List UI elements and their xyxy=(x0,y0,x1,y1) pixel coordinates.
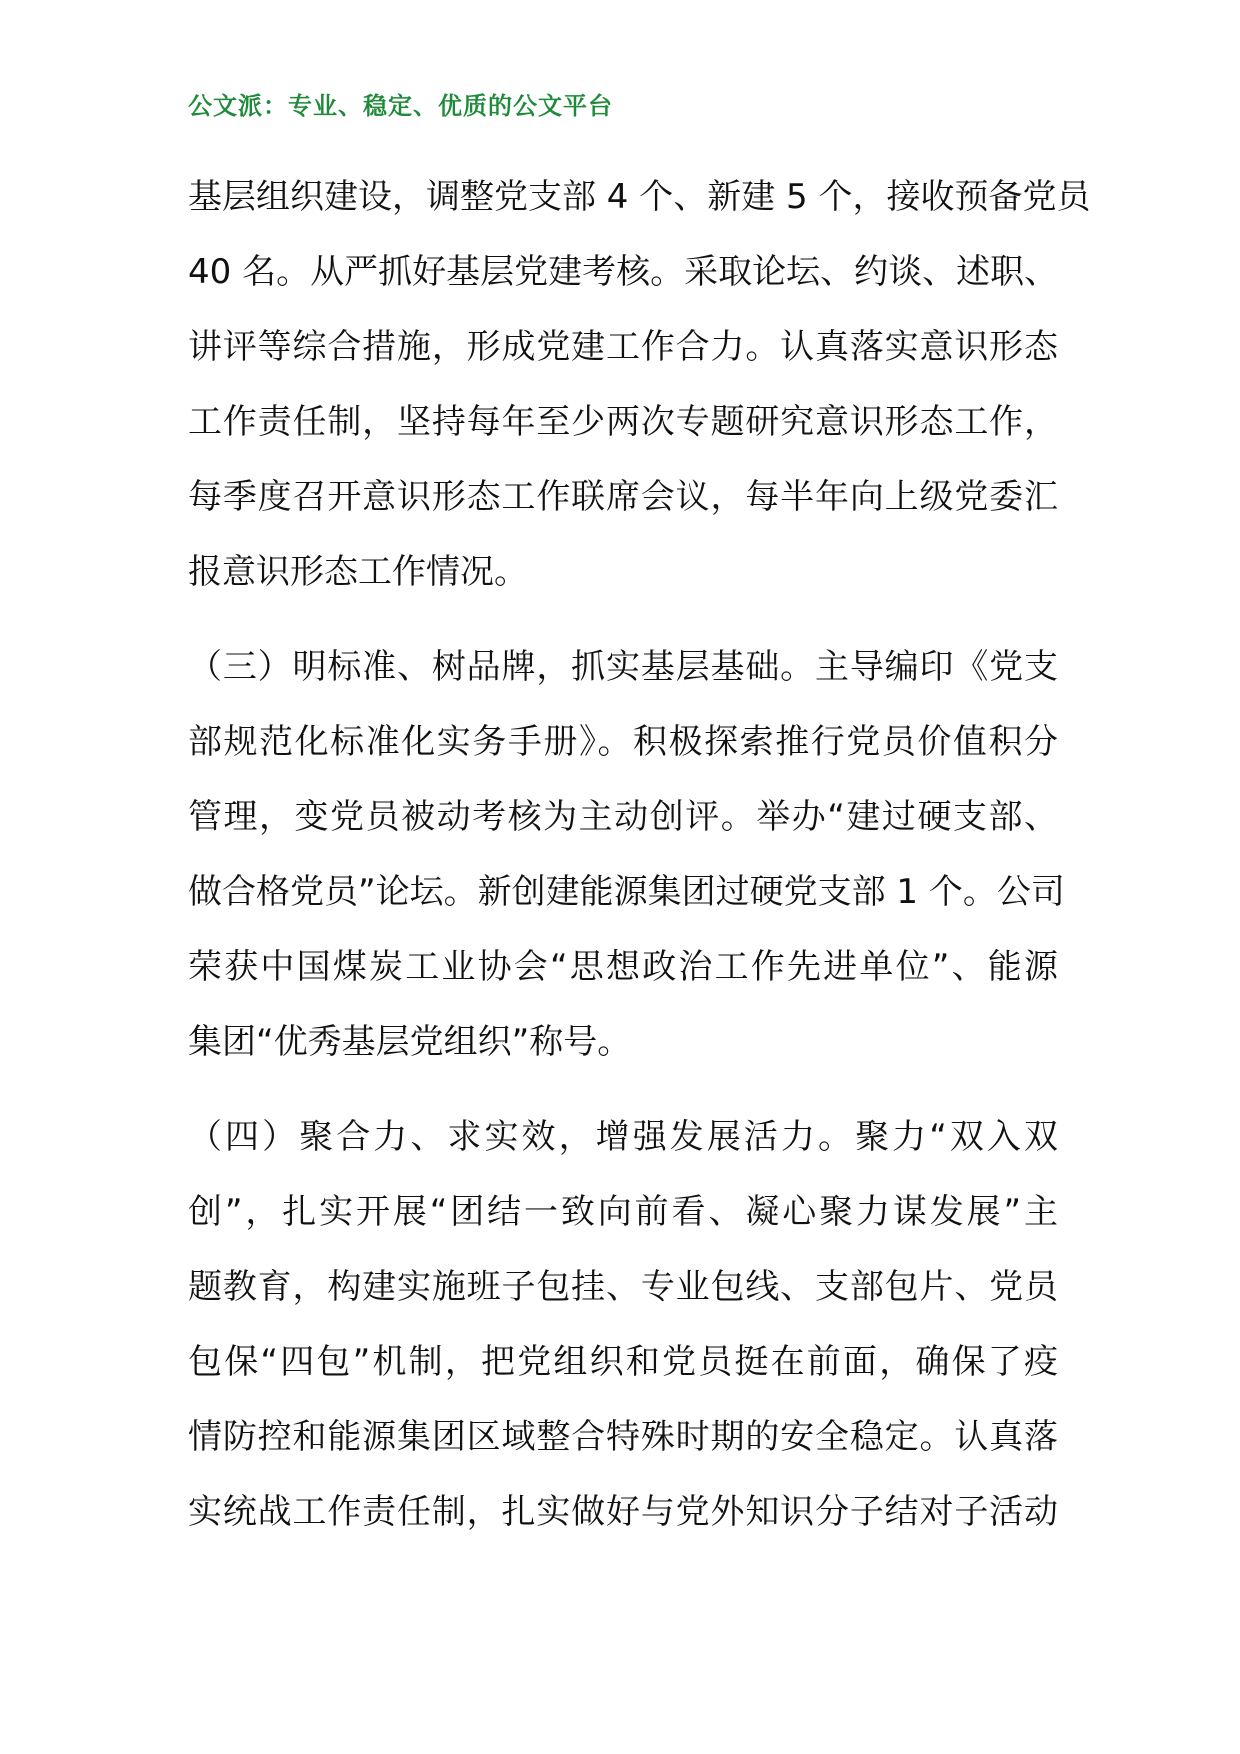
text-line: （四）聚合力、求实效，增强发展活力。聚力“双入双 xyxy=(188,1117,1058,1157)
paragraph-party-building xyxy=(188,160,1091,610)
text-line: 集团“优秀基层党组织”称号。 xyxy=(188,1022,632,1062)
text-line: 做合格党员”论坛。新创建能源集团过硬党支部 1 个。公司 xyxy=(188,872,1065,912)
text-line: 40 名。从严抓好基层党建考核。采取论坛、约谈、述职、 xyxy=(188,252,1059,292)
text-line: 情防控和能源集团区域整合特殊时期的安全稳定。认真落 xyxy=(188,1417,1058,1457)
text-line: 报意识形态工作情况。 xyxy=(188,552,528,592)
header-banner: 公文派：专业、稳定、优质的公文平台 xyxy=(188,92,613,120)
text-line: 包保“四包”机制，把党组织和党员挺在前面，确保了疫 xyxy=(188,1342,1058,1382)
text-line: 基层组织建设，调整党支部 4 个、新建 5 个，接收预备党员 xyxy=(188,177,1091,217)
text-line: 实统战工作责任制，扎实做好与党外知识分子结对子活动 xyxy=(188,1492,1058,1532)
text-line: 工作责任制，坚持每年至少两次专题研究意识形态工作， xyxy=(188,402,1058,442)
text-line: 每季度召开意识形态工作联席会议，每半年向上级党委汇 xyxy=(188,477,1058,517)
text-line: 部规范化标准化实务手册》。积极探索推行党员价值积分 xyxy=(188,722,1058,762)
paragraph-section-three xyxy=(188,630,1065,1080)
text-line: 讲评等综合措施，形成党建工作合力。认真落实意识形态 xyxy=(188,327,1058,367)
text-line: 题教育，构建实施班子包挂、专业包线、支部包片、党员 xyxy=(188,1267,1058,1307)
paragraph-section-four xyxy=(188,1100,1058,1550)
document-body xyxy=(188,160,1091,1570)
text-line: 荣获中国煤炭工业协会“思想政治工作先进单位”、能源 xyxy=(188,947,1058,987)
text-line: （三）明标准、树品牌，抓实基层基础。主导编印《党支 xyxy=(188,647,1058,687)
text-line: 创”，扎实开展“团结一致向前看、凝心聚力谋发展”主 xyxy=(188,1192,1058,1232)
text-line: 管理，变党员被动考核为主动创评。举办“建过硬支部、 xyxy=(188,797,1058,837)
